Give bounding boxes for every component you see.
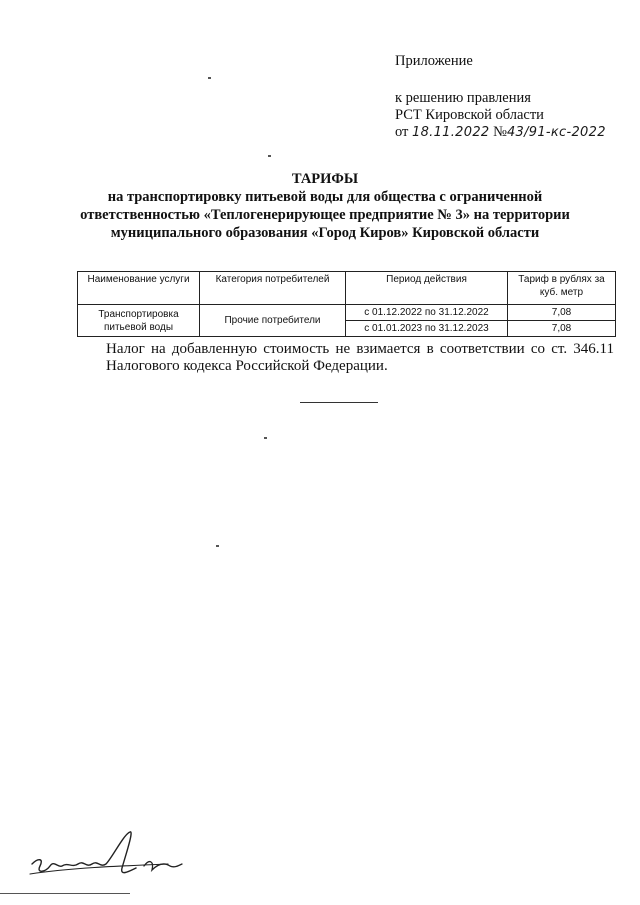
tax-note: Налог на добавленную стоимость не взимается в соответствии со ст. 346.11 Налогового кодекса Российской Федерации.	[106, 341, 614, 374]
handwritten-signature	[28, 828, 198, 888]
scan-speck	[208, 77, 211, 79]
appendix-block	[395, 53, 606, 141]
cell-service: Транспортировка питьевой воды	[78, 305, 200, 337]
header-category: Категория потребителей	[200, 272, 346, 305]
document-heading	[80, 170, 570, 242]
appendix-line-1: к решению правления	[395, 90, 531, 106]
appendix-from-prefix: от	[395, 124, 409, 140]
cell-period: с 01.01.2023 по 31.12.2023	[346, 321, 508, 337]
appendix-number-prefix: №	[493, 124, 507, 140]
header-tariff: Тариф в рублях за куб. метр	[508, 272, 616, 305]
appendix-title: Приложение	[395, 53, 473, 69]
scan-speck	[264, 437, 267, 439]
appendix-decision-line	[395, 124, 606, 141]
tariffs-table	[77, 271, 616, 337]
scan-speck	[268, 155, 271, 157]
table-header-row	[78, 272, 616, 305]
header-service: Наименование услуги	[78, 272, 200, 305]
cell-period: с 01.12.2022 по 31.12.2022	[346, 305, 508, 321]
table-row	[78, 305, 616, 321]
cell-category: Прочие потребители	[200, 305, 346, 337]
header-period: Период действия	[346, 272, 508, 305]
separator-line	[300, 402, 378, 403]
signature-underline	[0, 893, 130, 894]
cell-tariff: 7,08	[508, 321, 616, 337]
heading-text: на транспортировку питьевой воды для общества с ограниченной ответственностью «Теплогенерирующее предприятие № 3» на территории муниципального образования «Город Киров» Кировской области	[80, 189, 570, 241]
heading-title: ТАРИФЫ	[291, 171, 359, 187]
cell-tariff: 7,08	[508, 305, 616, 321]
scan-speck	[216, 545, 219, 547]
decision-number-handwritten: 43/91-кс-2022	[506, 125, 606, 140]
appendix-line-2: РСТ Кировской области	[395, 107, 544, 123]
decision-date-handwritten: 18.11.2022	[412, 125, 490, 140]
